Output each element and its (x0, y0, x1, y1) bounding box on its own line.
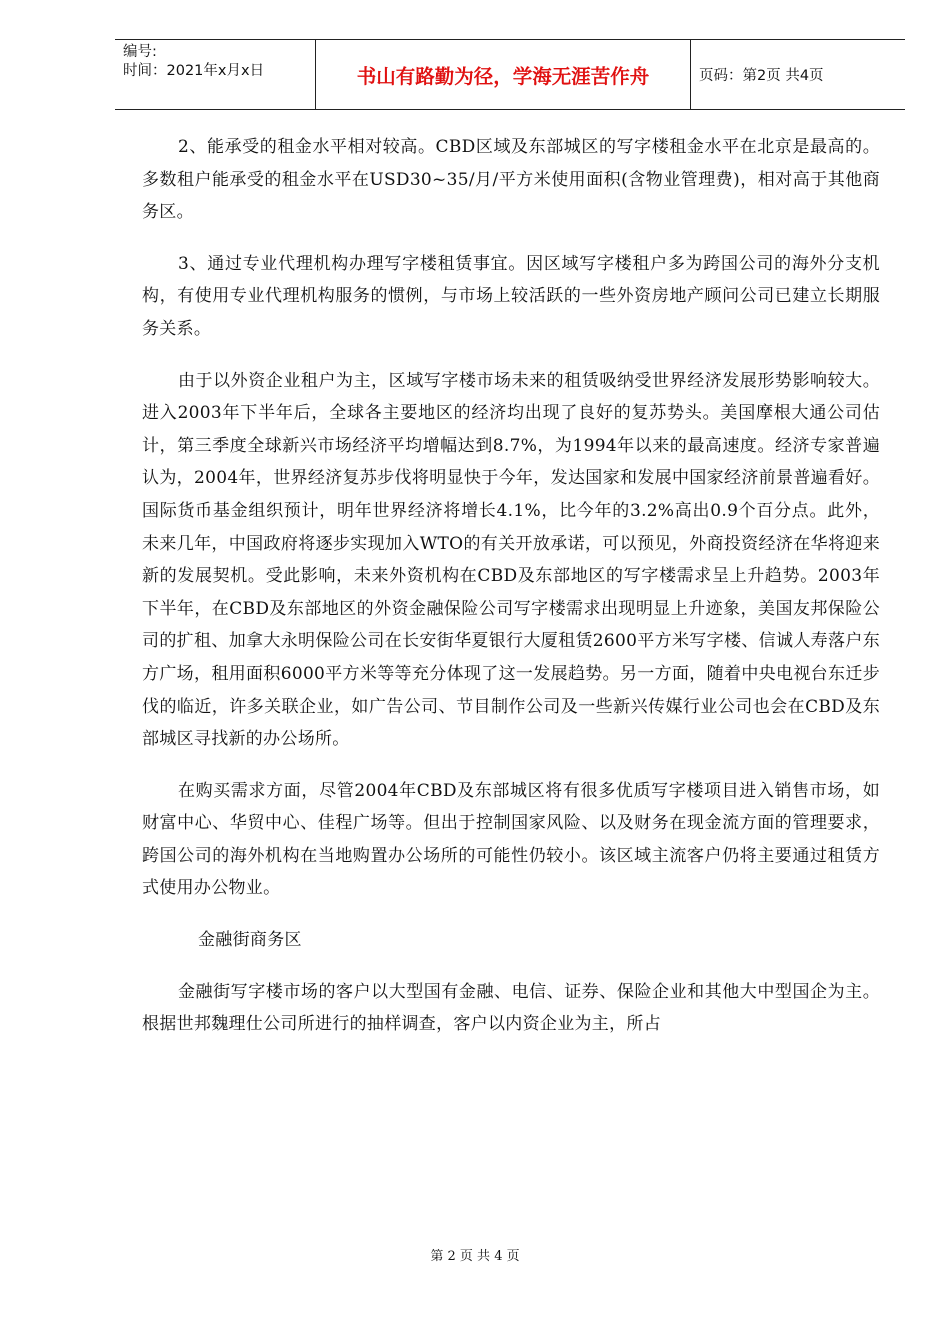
number-label: 编号: (123, 44, 157, 60)
paragraph: 金融街写字楼市场的客户以大型国有金融、电信、证券、保险企业和其他大中型国企为主。根据世邦魏理仕公司所进行的抽样调查，客户以内资企业为主，所占 (142, 981, 880, 1035)
section-heading: 金融街商务区 (198, 930, 302, 951)
time-label: 时间：2021年x月x日 (123, 63, 265, 79)
document-body (142, 131, 880, 1060)
page-header (115, 39, 905, 110)
paragraph: 由于以外资企业租户为主，区域写字楼市场未来的租赁吸纳受世界经济发展形势影响较大。进入2003年下半年后，全球各主要地区的经济均出现了良好的复苏势头。美国摩根大通公司估计，第三季度全球新兴市场经济平均增幅达到8.7%，为1994年以来的最高速度。经济专家普遍认为，2004年，世界经济复苏步伐将明显快于今年，发达国家和发展中国家经济前景普遍看好。国际货币基金组织预计，明年世界经济将增长4.1%，比今年的3.2%高出0.9个百分点。此外，未来几年，中国政府将逐步实现加入WTO的有关开放承诺，可以预见，外商投资经济在华将迎来新的发展契机。受此影响，未来外资机构在CBD及东部地区的写字楼需求呈上升趋势。2003年下半年，在CBD及东部地区的外资金融保险公司写字楼需求出现明显上升迹象，美国友邦保险公司的扩租、加拿大永明保险公司在长安街华夏银行大厦租赁2600平方米写字楼、信诚人寿落户东方广场，租用面积6000平方米等等充分体现了这一发展趋势。另一方面，随着中央电视台东迁步伐的临近，许多关联企业，如广告公司、节目制作公司及一些新兴传媒行业公司也会在CBD及东部城区寻找新的办公场所。 (142, 370, 880, 750)
header-page-info: 页码：第2页 共4页 (699, 68, 824, 84)
paragraph: 3、通过专业代理机构办理写字楼租赁事宜。因区域写字楼租户多为跨国公司的海外分支机构，有使用专业代理机构服务的惯例，与市场上较活跃的一些外资房地产顾问公司已建立长期服务关系。 (142, 253, 880, 339)
paragraph: 2、能承受的租金水平相对较高。CBD区域及东部城区的写字楼租金水平在北京是最高的。多数租户能承受的租金水平在USD30~35/月/平方米使用面积(含物业管理费)，相对高于其他商务区。 (142, 137, 880, 223)
header-motto: 书山有路勤为径，学海无涯苦作舟 (316, 40, 691, 109)
header-meta (115, 40, 316, 109)
page-footer: 第 2 页 共 4 页 (430, 1249, 520, 1264)
paragraph: 在购买需求方面，尽管2004年CBD及东部城区将有很多优质写字楼项目进入销售市场，如财富中心、华贸中心、佳程广场等。但出于控制国家风险、以及财务在现金流方面的管理要求，跨国公司的海外机构在当地购置办公场所的可能性仍较小。该区域主流客户仍将主要通过租赁方式使用办公物业。 (142, 780, 880, 899)
